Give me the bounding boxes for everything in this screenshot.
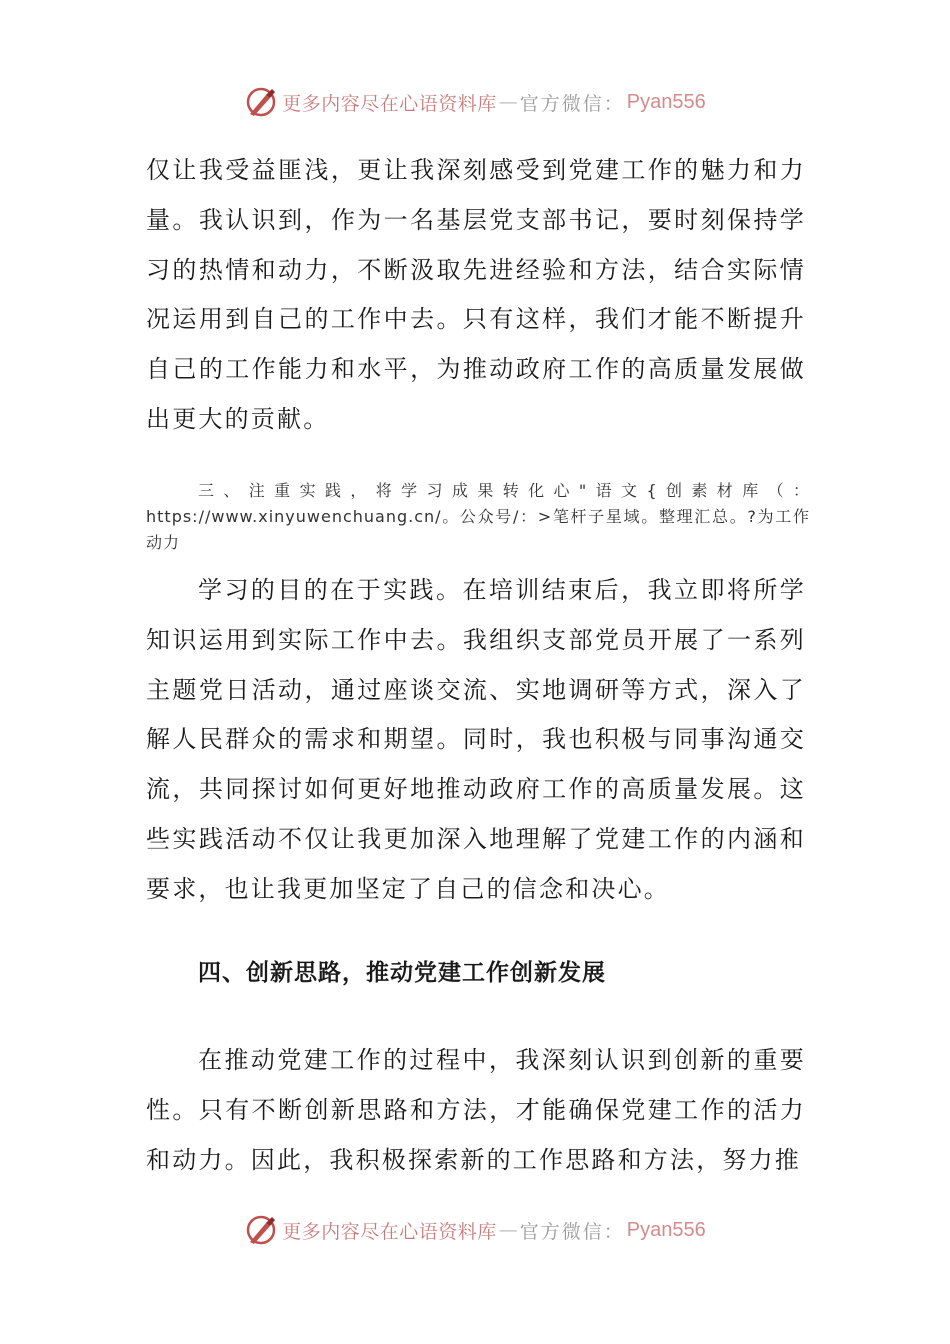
paragraph-1-container xyxy=(146,146,806,445)
banner-label: 官方微信： xyxy=(519,92,625,115)
banner-dash: — xyxy=(498,91,518,113)
banner-text: 更多内容尽在心语资料库 xyxy=(282,92,497,115)
banner-wechat-id: Pyan556 xyxy=(626,90,706,113)
header-banner xyxy=(0,82,950,122)
paragraph-2-container xyxy=(146,566,806,915)
banner-wechat-id: Pyan556 xyxy=(626,1218,706,1241)
banner-dash: — xyxy=(498,1219,518,1241)
pen-logo-icon xyxy=(244,1213,278,1247)
section-4-heading: 四、创新思路，推动党建工作创新发展 xyxy=(198,960,606,986)
paragraph-3: 在推动党建工作的过程中，我深刻认识到创新的重要性。只有不断创新思路和方法，才能确保党建工作的活力和动力。因此，我积极探索新的工作思路和方法，努力推 xyxy=(146,1046,806,1174)
pen-logo-icon xyxy=(244,85,278,119)
section-3-note: 三、注重实践，将学习成果转化心"语文{创素材库（：https://www.xinyuwenchuang.cn/。公众号/：>笔杆子星域。整理汇总。?为工作动力 xyxy=(146,481,810,552)
paragraph-3-container xyxy=(146,1036,806,1185)
paragraph-2: 学习的目的在于实践。在培训结束后，我立即将所学知识运用到实际工作中去。我组织支部党员开展了一系列主题党日活动，通过座谈交流、实地调研等方式，深入了解人民群众的需求和期望。同时，我也积极与同事沟通交流，共同探讨如何更好地推动政府工作的高质量发展。这些实践活动不仅让我更加深入地理解了党建工作的内涵和要求，也让我更加坚定了自己的信念和决心。 xyxy=(146,576,806,903)
footer-banner xyxy=(0,1210,950,1250)
paragraph-1: 仅让我受益匪浅，更让我深刻感受到党建工作的魅力和力量。我认识到，作为一名基层党支部书记，要时刻保持学习的热情和动力，不断汲取先进经验和方法，结合实际情况运用到自己的工作中去。只有这样，我们才能不断提升自己的工作能力和水平，为推动政府工作的高质量发展做出更大的贡献。 xyxy=(146,156,806,433)
banner-text: 更多内容尽在心语资料库 xyxy=(282,1220,497,1243)
banner-label: 官方微信： xyxy=(519,1220,625,1243)
